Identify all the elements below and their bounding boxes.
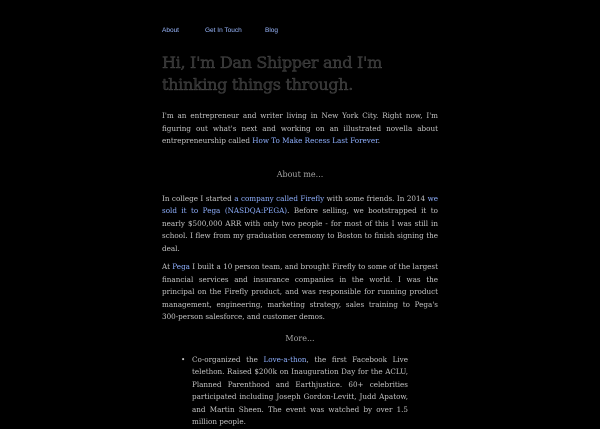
about-p1-text: In college I started xyxy=(162,193,235,203)
intro-text: I'm an entrepreneur and writer living in New York City. Right now, I'm figuring out what's next and working on an illustrated novella about entrepreneurship called xyxy=(162,111,438,145)
about-p2-text: I built a 10 person team, and brought Firefly to some of the largest financial services and insurance companies in the world. I was the principal on the Firefly product, and was responsible for running product management, engineering, marketing strategy, sales training to Pega's 300-person salesforce, and customer demos. xyxy=(162,262,438,321)
more-heading: More... xyxy=(285,333,315,343)
intro-paragraph xyxy=(162,110,438,148)
novella-link[interactable]: How To Make Recess Last Forever xyxy=(252,136,378,145)
pega-link[interactable]: Pega xyxy=(172,262,190,271)
more-list xyxy=(162,354,438,429)
nav-link-blog[interactable]: Blog xyxy=(265,27,279,34)
list-item xyxy=(181,354,408,429)
nasdaq-pega-link[interactable]: (NASDQA:PEGA) xyxy=(224,206,288,215)
sold-to-pega-link[interactable]: we sold it to Pega xyxy=(162,193,438,215)
about-paragraph-2 xyxy=(162,261,438,324)
about-paragraph-1 xyxy=(162,193,438,256)
firefly-company-link[interactable]: a company called Firefly xyxy=(234,193,325,203)
about-p2-text: At xyxy=(162,262,173,271)
about-p1-text: with some friends. In 2014 xyxy=(324,193,428,203)
nav-link-get-in-touch[interactable]: Get In Touch xyxy=(205,27,242,34)
intro-text-end: . xyxy=(377,136,381,145)
main-content xyxy=(162,52,438,429)
list-item-text: Co-organized the xyxy=(192,354,264,364)
about-p1-text: . Before selling, we bootstrapped it to nearly $500,000 ARR with only two people - for most of this I was still in school. I flew from my graduation ceremony to Boston to finish signing the deal. xyxy=(162,206,438,253)
nav-link-about[interactable]: About xyxy=(162,27,179,34)
page-headline: Hi, I'm Dan Shipper and I'm thinking things through. xyxy=(162,53,383,94)
list-item-text: , the first Facebook Live telethon. Raised $200k on Inauguration Day for the ACLU, Planned Parenthood and Earthjustice. 60+ celebrities participated including Joseph Gordon-Levitt, Judd Apatow, and Martin Sheen. The event was watched by over 1.5 million people. xyxy=(192,354,408,426)
bullet-icon: • xyxy=(181,354,186,364)
about-heading: About me... xyxy=(276,169,324,179)
love-a-thon-link[interactable]: Love-a-thon xyxy=(263,354,307,364)
